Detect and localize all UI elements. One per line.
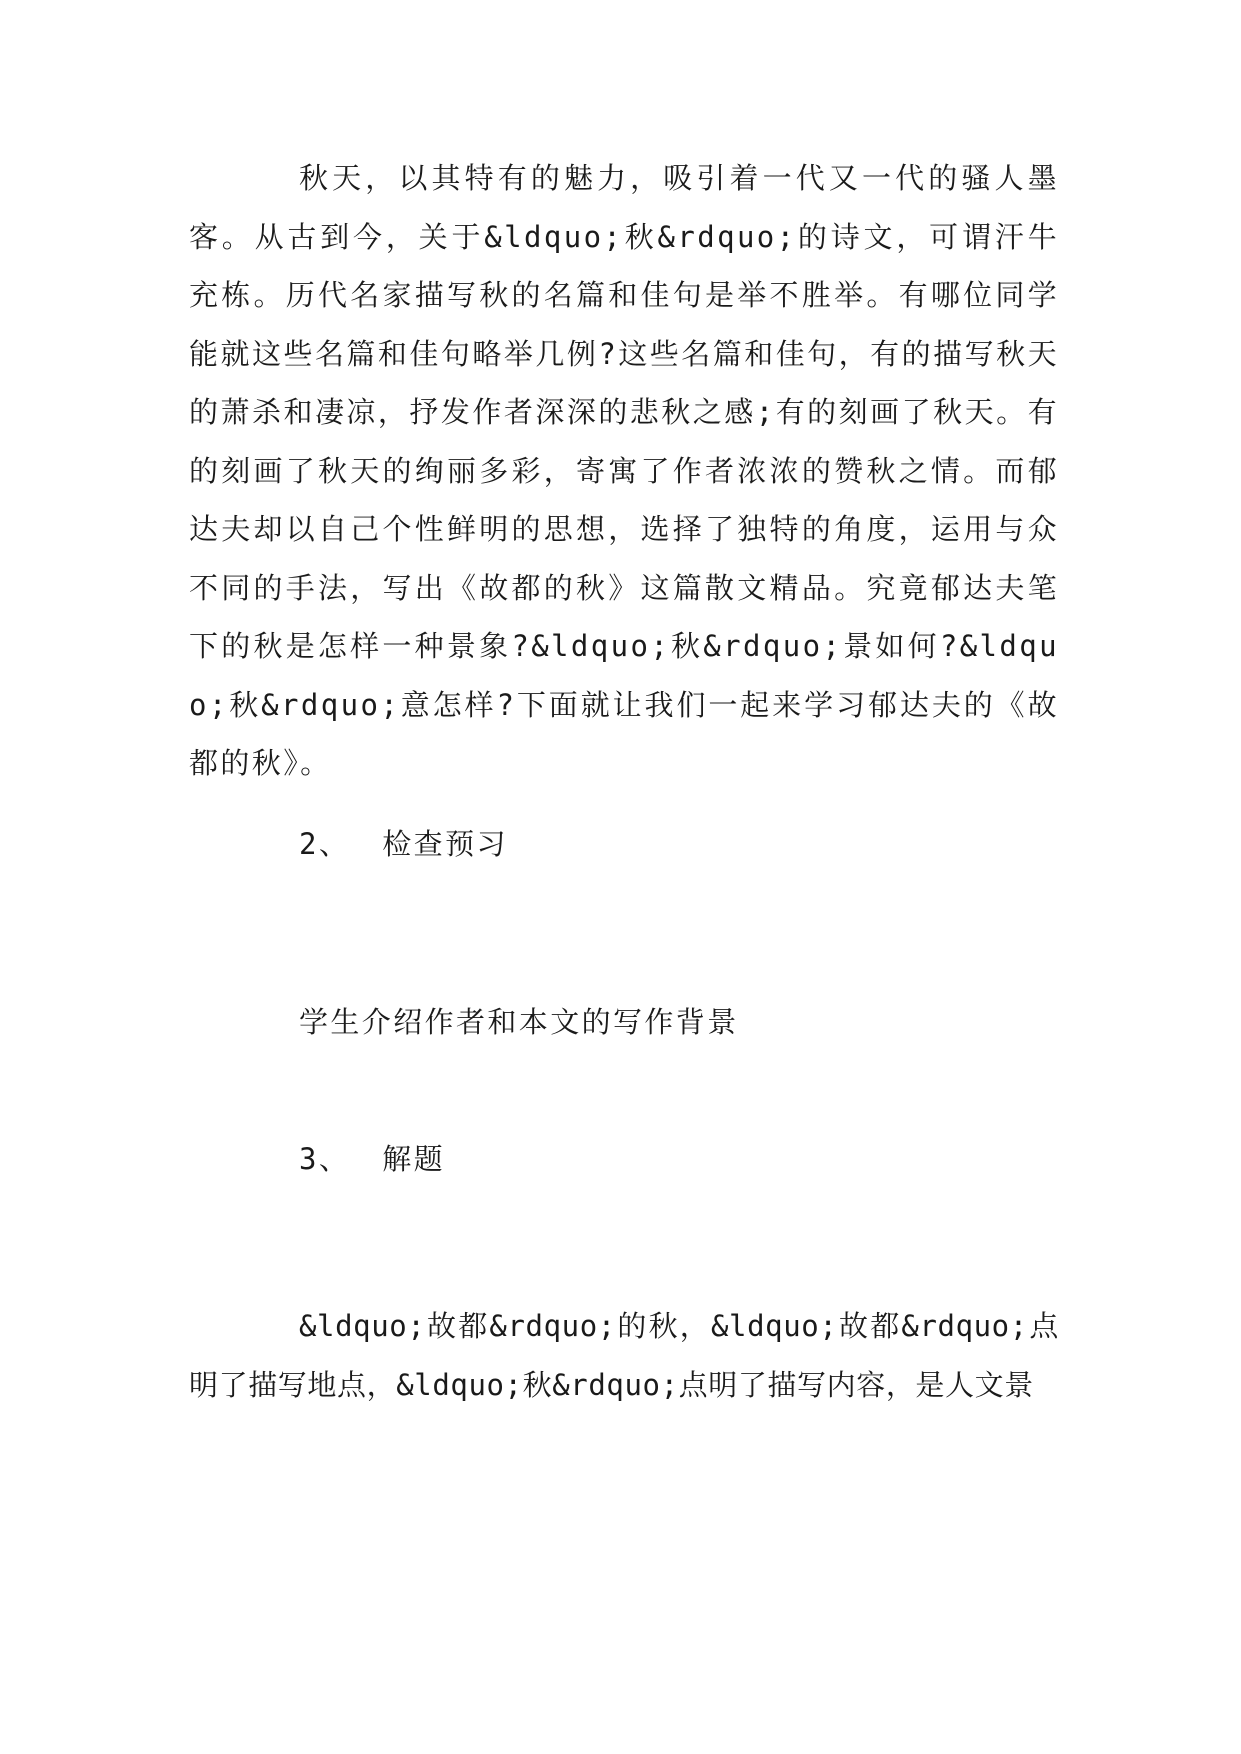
section-number: 3、: [299, 1142, 351, 1176]
section-2-body: 学生介绍作者和本文的写作背景: [299, 1005, 739, 1039]
section-3-body: &ldquo;故都&rdquo;的秋，&ldquo;故都&rdquo;点明了描写地点，&ldquo;秋&rdquo;点明了描写内容，是人文景: [189, 1309, 1059, 1402]
section-heading-3: [299, 1139, 445, 1179]
intro-paragraph: 秋天，以其特有的魅力，吸引着一代又一代的骚人墨客。从古到今，关于&ldquo;秋&rdquo;的诗文，可谓汗牛充栋。历代名家描写秋的名篇和佳句是举不胜举。有哪位同学能就这些名篇和佳句略举几例?这些名篇和佳句，有的描写秋天的萧杀和凄凉，抒发作者深深的悲秋之感;有的刻画了秋天。有的刻画了秋天的绚丽多彩，寄寓了作者浓浓的赞秋之情。而郁达夫却以自己个性鲜明的思想，选择了独特的角度，运用与众不同的手法，写出《故都的秋》这篇散文精品。究竟郁达夫笔下的秋是怎样一种景象?&ldquo;秋&rdquo;景如何?&ldquo;秋&rdquo;意怎样?下面就让我们一起来学习郁达夫的《故都的秋》。: [189, 161, 1059, 780]
section-heading-2: [299, 824, 508, 864]
section-title: 检查预习: [382, 827, 508, 861]
section-title: 解题: [382, 1142, 446, 1176]
section-number: 2、: [299, 827, 351, 861]
